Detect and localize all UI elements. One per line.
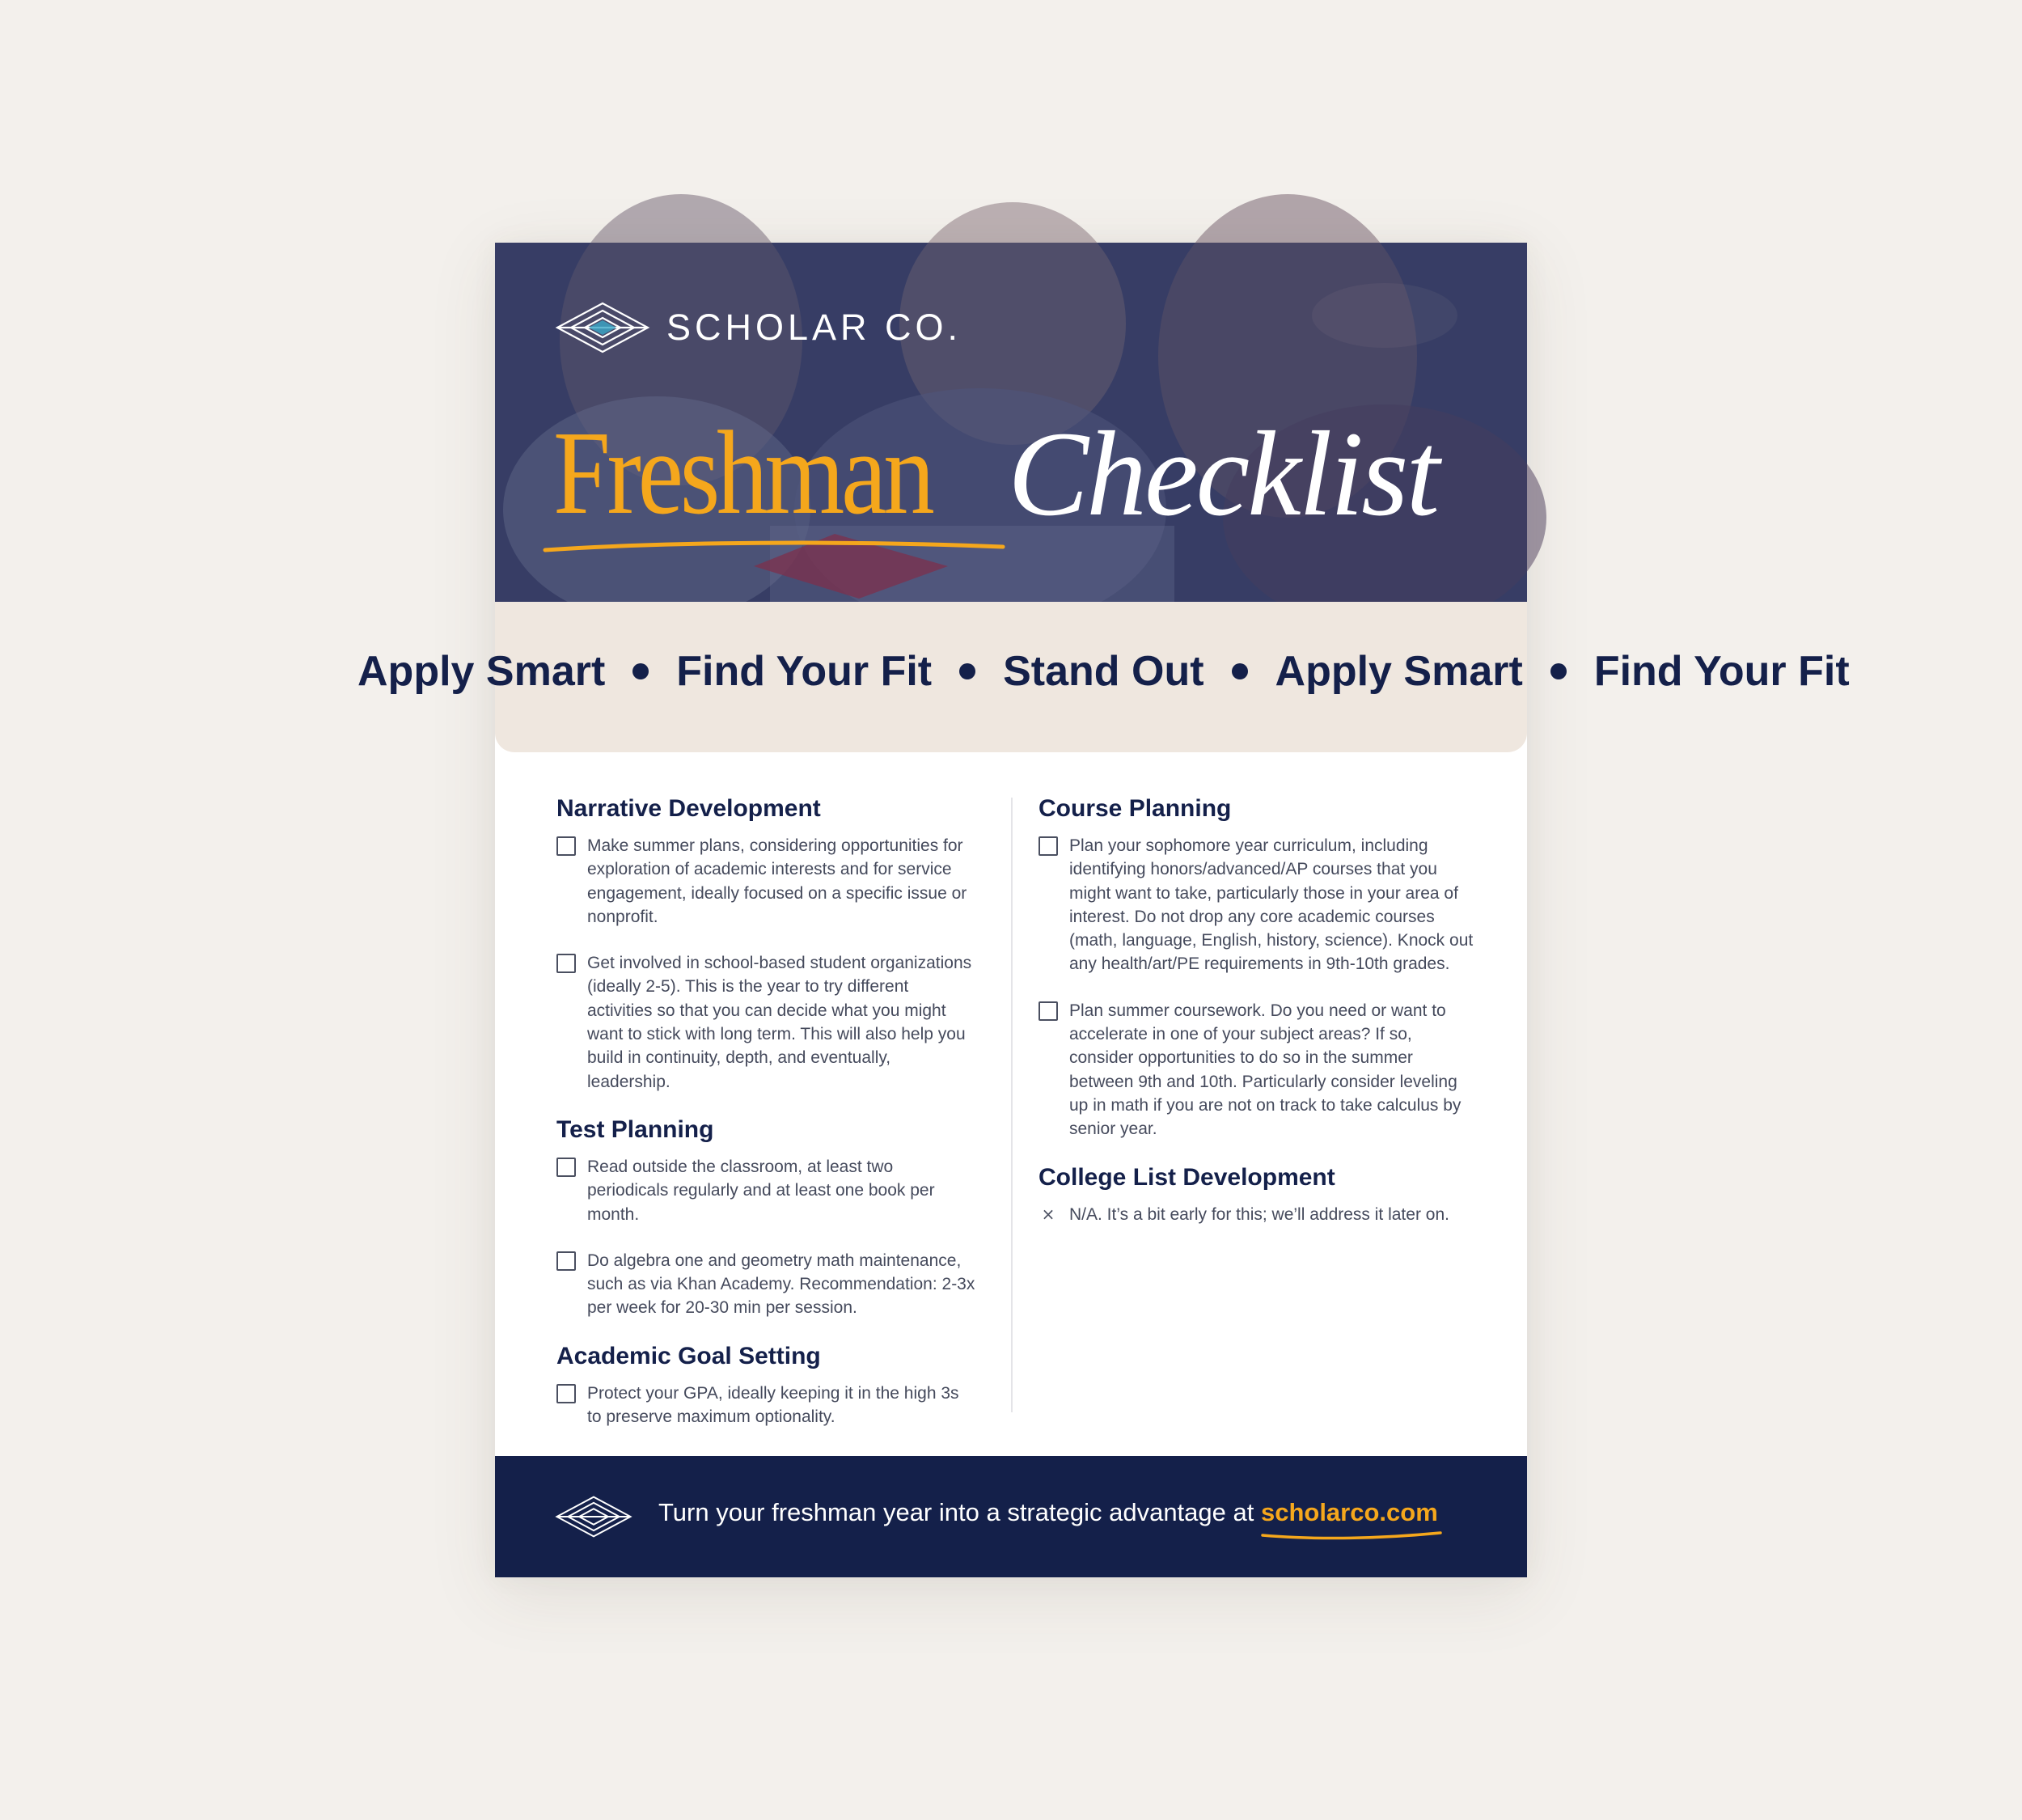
- title-highlight: Freshman: [553, 407, 932, 540]
- section-narrative-development: [556, 795, 977, 1094]
- bullet-dot: [959, 663, 975, 679]
- hero-banner: [495, 243, 1527, 602]
- footer-cta-text: Turn your freshman year into a strategic advantage at: [658, 1498, 1261, 1526]
- section-academic-goal-setting: [556, 1343, 977, 1429]
- section-heading: Academic Goal Setting: [556, 1342, 821, 1369]
- section-heading: College List Development: [1038, 1163, 1335, 1191]
- checkbox[interactable]: [556, 954, 576, 973]
- tagline-band: [357, 602, 1850, 752]
- checklist-item-text: Protect your GPA, ideally keeping it in the high 3s to preserve maximum optionality.: [587, 1383, 959, 1427]
- checklist-item-text: Get involved in school-based student organizations (ideally 2-5). This is the year to try different activities so that you can decide what you might want to stick with long term. This will also help you build in continuity, depth, and eventually, leadership.: [587, 954, 972, 1091]
- checklist-item-text: Plan your sophomore year curriculum, including identifying honors/advanced/AP courses that you might want to take, particularly those in your area of interest. Do not drop any core academic courses (math, language, English, history, science). Knock out any health/art/PE requirements in 9th-10th grades.: [1069, 836, 1474, 974]
- checklist-item: [556, 1249, 977, 1320]
- tagline: Stand Out: [1003, 648, 1204, 695]
- checklist-item: [556, 1382, 977, 1429]
- title-rest: Checklist: [1008, 407, 1438, 541]
- footer-bar: [495, 1456, 1527, 1577]
- checklist-item: [556, 951, 977, 1094]
- tagline: Apply Smart: [357, 648, 606, 695]
- link-underline: [1261, 1530, 1442, 1542]
- bullet-dot: [1550, 663, 1567, 679]
- checklist-card: [357, 243, 1850, 1577]
- checklist-item-text: Make summer plans, considering opportunities for exploration of academic interests and for service engagement, ideally focused on a specific issue or nonprofit.: [587, 836, 967, 926]
- bullet-dot: [1232, 663, 1248, 679]
- website-link-text[interactable]: scholarco.com: [1260, 1498, 1438, 1526]
- checklist-item-text: Plan summer coursework. Do you need or want to accelerate in one of your subject areas? If so, consider opportunities to do so in the summer between 9th and 10th. Particularly consider leveling up in math if you are not on track to take calculus by senior year.: [1069, 1001, 1462, 1139]
- scholar-logo-icon: [555, 301, 650, 354]
- brand-lockup: [555, 301, 962, 354]
- page-title: [553, 404, 1438, 542]
- checklist-item: [556, 1155, 977, 1226]
- section-course-planning: [1038, 795, 1475, 1141]
- section-heading: Course Planning: [1038, 795, 1232, 822]
- x-mark-icon: ×: [1041, 1204, 1055, 1224]
- section-test-planning: [556, 1116, 977, 1320]
- section-heading: Narrative Development: [556, 795, 821, 822]
- title-underline: [540, 534, 1009, 558]
- section-college-list-development: [1038, 1164, 1475, 1226]
- footer-cta: [658, 1498, 1438, 1527]
- checklist-note: [1038, 1203, 1475, 1226]
- left-column: [556, 795, 977, 1451]
- checkbox[interactable]: [556, 1158, 576, 1177]
- checklist-item: [1038, 999, 1475, 1141]
- right-column: [1038, 795, 1475, 1249]
- checklist-item: [1038, 834, 1475, 976]
- checkbox[interactable]: [1038, 1001, 1058, 1021]
- section-heading: Test Planning: [556, 1115, 714, 1143]
- checkbox[interactable]: [1038, 836, 1058, 856]
- checkbox[interactable]: [556, 1251, 576, 1271]
- tagline-marquee: [357, 647, 1850, 696]
- tagline: Find Your Fit: [676, 648, 933, 695]
- checklist-item-text: Do algebra one and geometry math maintenance, such as via Khan Academy. Recommendation: 2-3x per week for 20-30 min per session.: [587, 1251, 975, 1318]
- tagline: Apply Smart: [1275, 648, 1523, 695]
- column-divider: [1011, 798, 1013, 1412]
- brand-name: SCHOLAR CO.: [666, 307, 962, 348]
- checkbox[interactable]: [556, 1384, 576, 1403]
- checklist-note-text: N/A. It’s a bit early for this; we’ll address it later on.: [1069, 1204, 1449, 1224]
- checklist-item-text: Read outside the classroom, at least two periodicals regularly and at least one book per month.: [587, 1157, 935, 1224]
- bullet-dot: [632, 663, 649, 679]
- website-link[interactable]: [1261, 1498, 1438, 1526]
- checkbox[interactable]: [556, 836, 576, 856]
- checklist-item: [556, 834, 977, 929]
- tagline: Find Your Fit: [1593, 648, 1850, 695]
- scholar-logo-icon: [555, 1493, 632, 1540]
